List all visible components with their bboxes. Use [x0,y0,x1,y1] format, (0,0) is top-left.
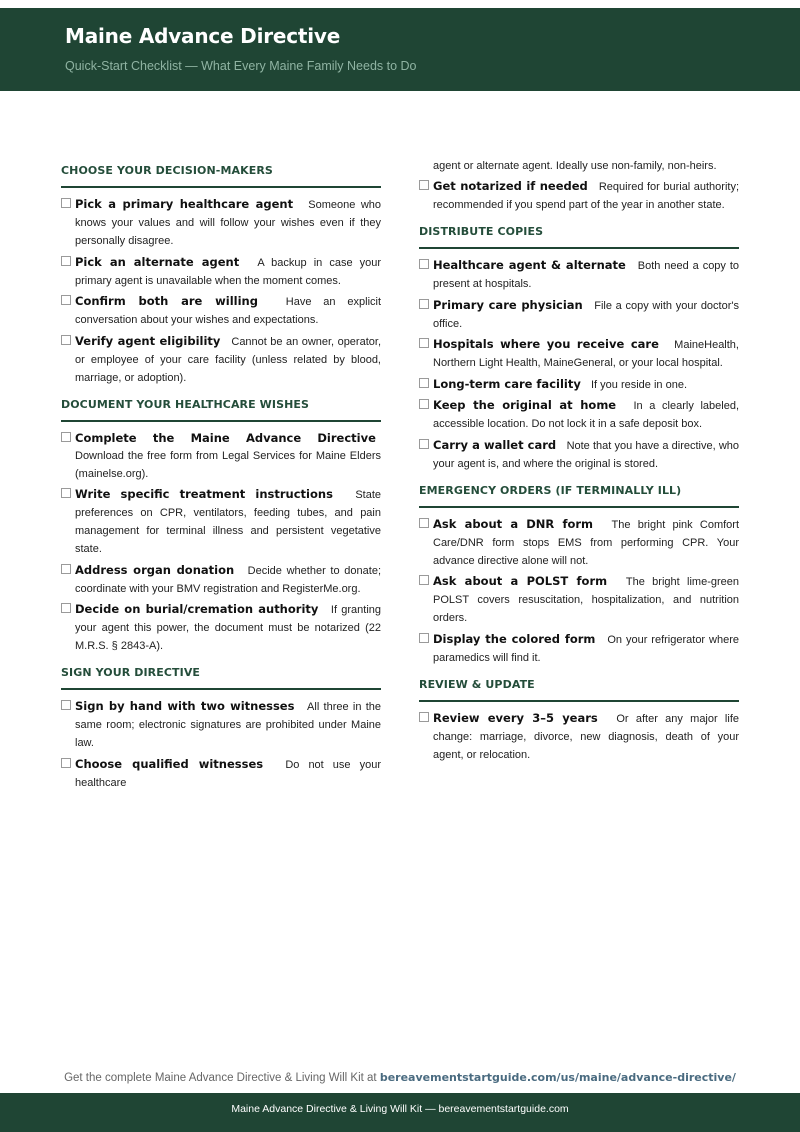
section-heading: SIGN YOUR DIRECTIVE [61,660,381,690]
item-title: Sign by hand with two witnesses [75,699,295,713]
checkbox-icon[interactable] [419,575,429,585]
checkbox-icon[interactable] [61,295,71,305]
item-title: Address organ donation [75,562,235,577]
item-description: Decide whether to donate; coordinate with your BMV registration and RegisterMe.org. [75,564,382,595]
item-title: Confirm both are willing [75,294,258,308]
section-review-update [419,672,739,763]
checklist-item-confirm-both-are-willing [61,292,381,328]
checkbox-icon[interactable] [61,564,71,574]
section-heading: REVIEW & UPDATE [419,672,739,702]
item-title: Display the colored form [433,631,596,646]
checklist-item-ask-about-a-polst-form [419,572,739,626]
item-description: A backup in case your primary agent is unavailable when the moment comes. [75,256,382,287]
checkbox-icon[interactable] [419,712,429,722]
item-description: If granting your agent this power, the document must be notarized (22 M.R.S. § 2843-A). [75,604,381,652]
page-title: Maine Advance Directive [65,24,341,48]
checkbox-icon[interactable] [61,603,71,613]
checkbox-icon[interactable] [419,633,429,643]
checkbox-icon[interactable] [61,256,71,266]
checkbox-icon[interactable] [419,259,429,269]
page-header [0,8,800,91]
footer-url-link[interactable]: bereavementstartguide.com/us/maine/advance-directive/ [379,1071,736,1084]
item-title: Carry a wallet card [433,437,557,452]
checklist-item-address-organ-donation [61,561,381,597]
footer-link-line [0,1071,800,1084]
checkbox-icon[interactable] [61,335,71,345]
item-description: Both need a copy to present at hospitals. [433,260,740,290]
checklist-item-decide-on-burial-cremation-authority [61,600,381,654]
item-title: Ask about a DNR form [433,516,594,531]
item-description: Do not use your healthcare [75,758,382,789]
checkbox-icon[interactable] [61,758,71,768]
page-subtitle: Quick-Start Checklist — What Every Maine Family Needs to Do [65,59,417,73]
section-sign-your-directive [61,660,381,791]
footer-bar-text: Maine Advance Directive & Living Will Kit — bereavementstartguide.com [231,1103,569,1115]
item-description: Have an explicit conversation about your wishes and expectations. [75,296,382,326]
item-description: If you reside in one. [591,378,688,391]
right-column [419,158,739,766]
item-title: Complete the Maine Advance Directive [75,430,376,445]
section-heading: DOCUMENT YOUR HEALTHCARE WISHES [61,392,381,422]
section-document-your-healthcare-wishes [61,392,381,655]
checkbox-icon[interactable] [61,198,71,208]
section-choose-your-decision-makers [61,158,381,386]
checklist-item-review-every-3-5-years [419,709,739,763]
item-description: MaineHealth, Northern Light Health, MaineGeneral, or your local hospital. [433,339,739,369]
checklist-item-hospitals-where-you-receive-care [419,335,739,371]
checklist-item-carry-a-wallet-card [419,436,739,472]
item-title: Get notarized if needed [433,179,588,193]
checkbox-icon[interactable] [419,299,429,309]
item-title: Primary care physician [433,297,583,312]
section-heading: CHOOSE YOUR DECISION-MAKERS [61,158,381,188]
item-description: In a clearly labeled, accessible location. Do not lock it in a safe deposit box. [433,400,740,430]
checklist-item-choose-qualified-witnesses [61,755,381,791]
checklist-item-verify-agent-eligibility [61,332,381,386]
checkbox-icon[interactable] [419,518,429,528]
item-description: Required for burial authority; recommended if you spend part of the year in another state. [433,181,740,211]
checklist-item-healthcare-agent-alternate [419,256,739,292]
item-title: Verify agent eligibility [75,333,221,348]
checkbox-icon[interactable] [61,488,71,498]
checkbox-icon[interactable] [419,180,429,190]
checklist-item-display-the-colored-form [419,630,739,666]
checklist-item-write-specific-treatment-instructions [61,485,381,557]
checkbox-icon[interactable] [419,338,429,348]
checkbox-icon[interactable] [419,399,429,409]
item-description: File a copy with your doctor's office. [433,299,739,330]
section-heading: EMERGENCY ORDERS (IF TERMINALLY ILL) [419,478,739,508]
item-description: Cannot be an owner, operator, or employee of your care facility (unless related by blood, marriage, or adoption). [75,335,381,384]
item-description: State preferences on CPR, ventilators, feeding tubes, and pain management for terminal illness and persistent vegetative state. [75,489,381,555]
checklist-item-get-notarized-if-needed [419,177,739,213]
item-title: Pick a primary healthcare agent [75,197,294,211]
item-description: Note that you have a directive, who your agent is, and where the original is stored. [433,439,740,470]
continued-text: agent or alternate agent. Ideally use non-family, non-heirs. [433,160,717,172]
checklist-item-long-term-care-facility [419,375,739,393]
item-title: Healthcare agent & alternate [433,258,626,272]
item-title: Ask about a POLST form [433,574,608,588]
checklist-item-complete-the-maine-advance-directive [61,429,381,482]
item-title: Long-term care facility [433,376,581,391]
item-title: Choose qualified witnesses [75,756,264,771]
item-description: The bright pink Comfort Care/DNR form stops EMS from performing CPR. Your advance directive alone will not. [433,518,739,567]
item-description: Someone who knows your values and will follow your wishes even if they personally disagree. [75,199,382,247]
checklist-item-keep-the-original-at-home [419,396,739,432]
checklist-item-sign-by-hand-with-two-witnesses [61,697,381,751]
item-title: Hospitals where you receive care [433,337,659,351]
item-title: Pick an alternate agent [75,254,240,269]
item-description: On your refrigerator where paramedics will find it. [433,633,740,664]
top-strip [0,0,800,8]
checklist-item-pick-an-alternate-agent [61,253,381,289]
left-column [61,158,381,794]
checklist-item-primary-care-physician [419,296,739,332]
section-distribute-copies [419,219,739,472]
checkbox-icon[interactable] [419,378,429,388]
item-description: Or after any major life change: marriage, divorce, new diagnosis, death of your agent, or relocation. [433,712,739,761]
item-description: Download the free form from Legal Services for Maine Elders (mainelse.org). [75,449,381,480]
section-heading: DISTRIBUTE COPIES [419,219,739,249]
item-title: Write specific treatment instructions [75,487,333,501]
checkbox-icon[interactable] [61,700,71,710]
section-emergency-orders-if-terminally-ill [419,478,739,666]
item-description: All three in the same room; electronic signatures are prohibited under Maine law. [75,701,381,749]
footer-bar [0,1093,800,1132]
checklist-item-ask-about-a-dnr-form [419,515,739,569]
checklist-item-pick-a-primary-healthcare-agent [61,195,381,249]
footer-prefix: Get the complete Maine Advance Directive & Living Will Kit at [64,1072,377,1084]
checkbox-icon[interactable] [61,432,71,442]
item-description: The bright lime-green POLST covers resuscitation, hospitalization, and nutrition orders. [433,576,739,624]
item-title: Decide on burial/cremation authority [75,602,319,616]
checkbox-icon[interactable] [419,439,429,449]
item-title: Review every 3–5 years [433,710,598,725]
item-title: Keep the original at home [433,398,617,412]
